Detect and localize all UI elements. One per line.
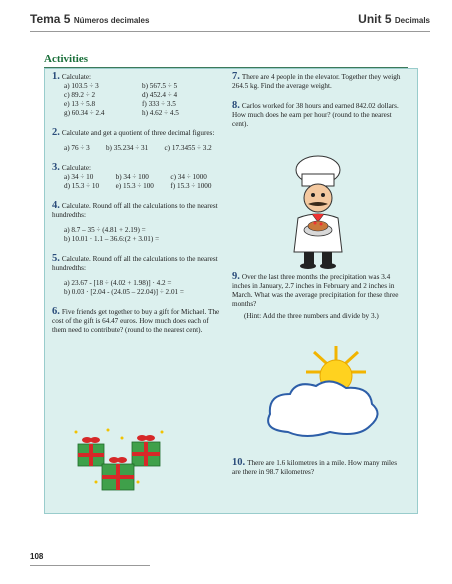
header-rule <box>30 31 430 32</box>
q7-number: 7. <box>232 71 240 82</box>
q1-number: 1. <box>52 71 60 82</box>
right-column-q9 <box>232 272 404 331</box>
question-3 <box>52 163 220 191</box>
question-9 <box>232 272 404 321</box>
q2-item: a) 76 ÷ 3 <box>64 144 90 152</box>
question-2 <box>52 128 220 153</box>
q3-number: 3. <box>52 162 60 173</box>
header-tema: Tema 5 <box>30 12 71 26</box>
footer-rule <box>30 565 150 566</box>
q3-item: b) 34 ÷ 100 <box>115 173 149 181</box>
q5-number: 5. <box>52 253 60 264</box>
q1-item: g) 60.34 ÷ 2.4 <box>64 109 105 117</box>
q10-number: 10. <box>232 457 246 468</box>
q5-item: b) 0.03 · [2.04 - (24.05 – 22.04)] ÷ 2.01 = <box>64 288 184 296</box>
q4-item: a) 8.7 – 35 ÷ (4.81 + 2.19) = <box>64 226 146 234</box>
q7-text: There are 4 people in the elevator. Together they weigh 264.5 kg. Find the average weight. <box>232 73 401 90</box>
q1-item: b) 567.5 ÷ 5 <box>142 82 178 90</box>
q10-text: There are 1.6 kilometres in a mile. How many miles are there in 98.7 kilometres? <box>232 459 398 476</box>
section-title: Activities <box>44 53 88 65</box>
question-1 <box>52 72 220 118</box>
q3-item: c) 34 ÷ 1000 <box>170 173 207 181</box>
chef-illustration <box>278 152 358 272</box>
question-8 <box>232 101 404 129</box>
q5-item: a) 23.67 - [18 ÷ (4.02 + 1.98)] · 4.2 = <box>64 279 172 287</box>
q4-number: 4. <box>52 200 60 211</box>
q1-item: a) 103.5 ÷ 3 <box>64 82 99 90</box>
q8-number: 8. <box>232 100 240 111</box>
q1-item: d) 452.4 ÷ 4 <box>142 91 178 99</box>
left-column <box>52 72 220 345</box>
right-column-q10 <box>232 458 404 487</box>
header-left <box>30 12 149 26</box>
header-right <box>358 12 430 26</box>
q1-item: f) 333 ÷ 3.5 <box>142 100 176 108</box>
q1-item: c) 89.2 ÷ 2 <box>64 91 96 99</box>
q1-item: e) 13 ÷ 5.8 <box>64 100 96 108</box>
question-7 <box>232 72 404 91</box>
q6-number: 6. <box>52 306 60 317</box>
q2-item: b) 35.234 ÷ 31 <box>105 144 149 152</box>
header-unit-sub: Decimals <box>394 16 430 25</box>
q9-text: Over the last three months the precipitation was 3.4 inches in January, 2.7 inches in February and 2 inches in March. What was the average precipitation for these three months? <box>232 273 399 308</box>
question-10 <box>232 458 404 477</box>
q9-number: 9. <box>232 271 240 282</box>
q5-text: Calculate. Round off all the calculations to the nearest hundredths: <box>52 255 218 272</box>
page-number: 108 <box>30 552 44 561</box>
q6-text: Five friends get together to buy a gift for Michael. The cost of the gift is 64.47 euros. How much does each of them need to contribute? (round to the nearest cent). <box>52 308 220 334</box>
q4-item: b) 10.01 · 1.1 – 36.6:(2 + 3.01) = <box>64 235 160 243</box>
sun-cloud-illustration <box>258 342 388 442</box>
q4-text: Calculate. Round off all the calculations to the nearest hundredths: <box>52 202 218 219</box>
q3-item: d) 15.3 ÷ 10 <box>64 182 100 190</box>
q9-hint: (Hint: Add the three numbers and divide by 3.) <box>244 312 379 320</box>
q3-text: Calculate: <box>61 164 92 172</box>
gift-boxes-illustration <box>72 420 172 498</box>
q3-item: a) 34 ÷ 10 <box>64 173 94 181</box>
q1-text: Calculate: <box>61 73 92 81</box>
q2-item: c) 17.3455 ÷ 3.2 <box>164 144 212 152</box>
question-4 <box>52 201 220 244</box>
q1-item: h) 4.62 ÷ 4.5 <box>142 109 179 117</box>
q3-item: e) 15.3 ÷ 100 <box>115 182 154 190</box>
question-5 <box>52 254 220 297</box>
q3-item: f) 15.3 ÷ 1000 <box>170 182 212 190</box>
right-column <box>232 72 404 139</box>
q8-text: Carlos worked for 38 hours and earned 842.02 dollars. How much does he earn per hour? (round to the nearest cent). <box>232 102 399 128</box>
question-6 <box>52 307 220 335</box>
q2-text: Calculate and get a quotient of three decimal figures: <box>61 129 215 137</box>
header-unit: Unit 5 <box>358 12 392 26</box>
q2-number: 2. <box>52 127 60 138</box>
header-tema-sub: Números decimales <box>73 16 150 25</box>
